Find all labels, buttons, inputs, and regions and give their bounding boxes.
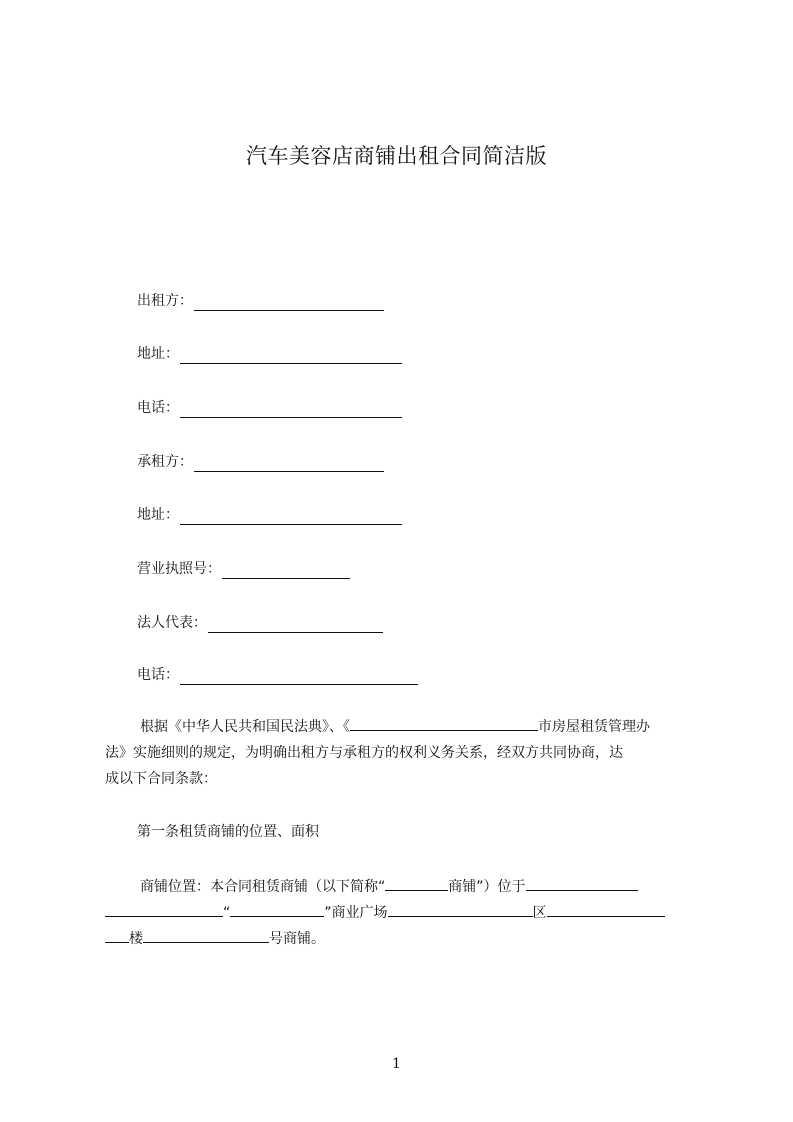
intro-line-3: 成以下合同条款： bbox=[105, 771, 217, 787]
document-title: 汽车美容店商铺出租合同简洁版 bbox=[246, 144, 547, 168]
license-field bbox=[137, 559, 350, 579]
floor-blank[interactable] bbox=[105, 928, 129, 943]
lessee-phone-field bbox=[137, 665, 418, 685]
license-label: 营业执照号： bbox=[137, 561, 221, 577]
intro-paragraph bbox=[105, 714, 700, 792]
lessor-phone-blank[interactable] bbox=[180, 401, 402, 418]
district-text: 区 bbox=[532, 905, 547, 921]
article-1-heading: 第一条租赁商铺的位置、面积 bbox=[137, 824, 319, 840]
floor-text: 楼 bbox=[129, 931, 143, 947]
lessee-phone-blank[interactable] bbox=[180, 668, 418, 685]
lessee-address-label: 地址： bbox=[137, 507, 179, 523]
location-blank-1[interactable] bbox=[526, 876, 638, 891]
plaza-text: ”商业广场 bbox=[324, 905, 388, 921]
intro-text-start: 根据《中华人民共和国民法典》、《 bbox=[140, 719, 350, 735]
quote-open: “ bbox=[223, 905, 231, 921]
lessee-field bbox=[137, 452, 384, 472]
lessee-label: 承租方： bbox=[137, 454, 193, 470]
lessor-address-label: 地址： bbox=[137, 346, 179, 362]
intro-line-2: 法》实施细则的规定，为明确出租方与承租方的权利义务关系，经双方共同协商，达 bbox=[105, 745, 623, 761]
page-number: 1 bbox=[392, 1056, 401, 1072]
lessor-field bbox=[137, 291, 384, 311]
location-line-3 bbox=[105, 926, 700, 952]
legal-rep-label: 法人代表： bbox=[137, 615, 207, 631]
location-text-start: 商铺位置：本合同租赁商铺（以下简称“ bbox=[140, 879, 386, 895]
location-shop-text: 商铺”）位于 bbox=[448, 879, 526, 895]
lessee-phone-label: 电话： bbox=[137, 667, 179, 683]
shop-number-blank[interactable] bbox=[143, 928, 269, 943]
license-blank[interactable] bbox=[222, 562, 350, 579]
intro-line-1 bbox=[105, 714, 700, 740]
location-line-2 bbox=[105, 900, 700, 926]
legal-rep-blank[interactable] bbox=[208, 616, 383, 633]
lessee-address-field bbox=[137, 505, 402, 525]
plaza-blank[interactable] bbox=[388, 902, 533, 917]
district-blank[interactable] bbox=[547, 902, 665, 917]
shop-name-blank[interactable] bbox=[385, 876, 448, 891]
lessor-address-blank[interactable] bbox=[180, 347, 402, 364]
city-blank[interactable] bbox=[350, 716, 538, 731]
lessee-address-blank[interactable] bbox=[180, 508, 402, 525]
intro-text-after-blank: 市房屋租赁管理办 bbox=[538, 719, 650, 735]
legal-rep-field bbox=[137, 613, 383, 633]
lessor-phone-field bbox=[137, 398, 402, 418]
lessor-label: 出租方： bbox=[137, 293, 193, 309]
article-1-paragraph bbox=[105, 874, 700, 952]
plaza-name-blank[interactable] bbox=[230, 902, 324, 917]
lessee-blank[interactable] bbox=[194, 455, 384, 472]
shop-number-text: 号商铺。 bbox=[269, 931, 325, 947]
location-line-1 bbox=[105, 874, 700, 900]
lessor-phone-label: 电话： bbox=[137, 400, 179, 416]
location-blank-2[interactable] bbox=[105, 902, 223, 917]
lessor-address-field bbox=[137, 344, 402, 364]
lessor-blank[interactable] bbox=[194, 294, 384, 311]
